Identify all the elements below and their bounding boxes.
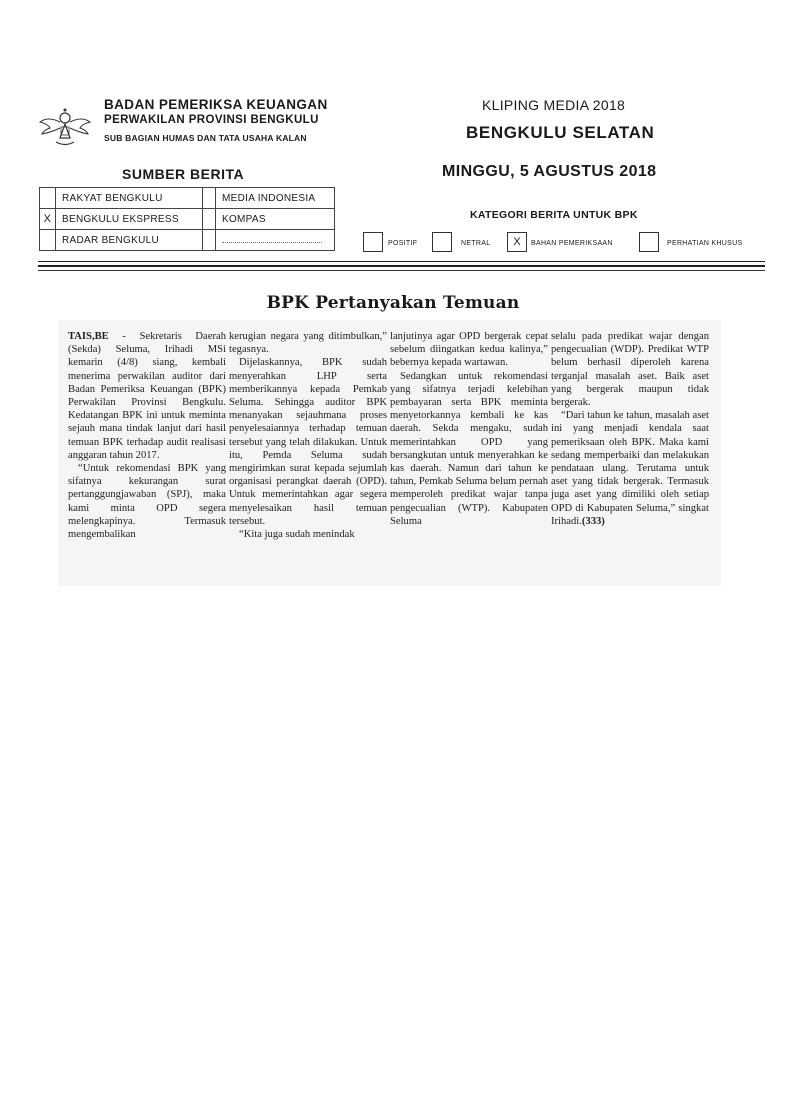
article-paragraph: “Dari tahun ke tahun, masalah aset ini yang menjadi kendala saat pemeriksaan oleh BPK. Maka kami sedang memperbaiki dan melakukan pendataan ulang. Terutama untuk aset yang tidak bergerak. Termasuk juga aset yang dimiliki oleh setiap OPD di Kabupaten Seluma,” singkat Irihadi.(333) [551,410,709,527]
source-row [40,230,335,251]
sumber-berita-title: SUMBER BERITA [122,166,245,182]
source-mark: X [40,209,56,230]
dateline: TAIS,BE [68,331,109,342]
source-right: MEDIA INDONESIA [216,188,335,209]
bahan-pemeriksaan-checkbox[interactable]: X [507,232,527,252]
positif-label: POSITIF [388,240,418,247]
netral-checkbox[interactable] [432,232,452,252]
org-name: BADAN PEMERIKSA KEUANGAN [104,97,328,112]
source-row [40,209,335,230]
source-left: RADAR BENGKULU [56,230,203,251]
article-paragraph: lanjutinya agar OPD bergerak cepat sebelum diingatkan kedua kalinya,” bebernya kepada wartawan. [390,331,548,369]
divider [38,261,765,262]
netral-label: NETRAL [461,240,491,247]
region-title: BENGKULU SELATAN [466,123,655,142]
divider [38,270,765,271]
article-paragraph: selalu pada predikat wajar dengan pengecualian (WDP). Predikat WTP belum berhasil diperoleh karena terganjal masalah aset. Baik aset yang bergerak maupun tidak bergerak. [551,331,709,409]
positif-checkbox[interactable] [363,232,383,252]
perhatian-khusus-label: PERHATIAN KHUSUS [667,240,743,247]
source-table [39,187,335,251]
divider [38,265,765,267]
article-column-3 [390,330,548,528]
source-left: RAKYAT BENGKULU [56,188,203,209]
org-branch: PERWAKILAN PROVINSI BENGKULU [104,114,319,126]
source-mark [40,230,56,251]
source-left: BENGKULU EKSPRESS [56,209,203,230]
article-column-4 [551,330,709,528]
article-column-2 [229,330,387,541]
bahan-pemeriksaan-label: BAHAN PEMERIKSAAN [531,240,613,247]
source-row [40,188,335,209]
garuda-emblem-icon [36,94,94,152]
kliping-title: KLIPING MEDIA 2018 [482,97,626,113]
kategori-title: KATEGORI BERITA UNTUK BPK [470,209,638,221]
source-mark [40,188,56,209]
publication-date: MINGGU, 5 AGUSTUS 2018 [442,163,657,180]
article-paragraph: kerugian negara yang ditimbulkan,” tegasnya. [229,331,387,356]
article-paragraph: “Untuk rekomendasi BPK yang sifatnya kekurangan surat pertanggungjawaban (SPJ), maka kami minta OPD segera melengkapinya. Termasuk mengembalikan [68,463,226,541]
author-code: (333) [581,515,605,527]
article-column-1 [68,330,226,541]
perhatian-khusus-checkbox[interactable] [639,232,659,252]
source-right: KOMPAS [216,209,335,230]
article-paragraph: TAIS,BE - Sekretaris Daerah (Sekda) Seluma, Irihadi MSi kemarin (4/8) siang, kembali menerima perwakilan auditor dari Badan Pemeriksa Keuangan (BPK) Perwakilan Provinsi Bengkulu. Kedatangan BPK ini untuk meminta sejauh mana tindak lanjut dari hasil temuan BPK terhadap audit realisasi anggaran tahun 2017. [68,331,226,461]
article-paragraph: Sedangkan untuk rekomendasi yang sifatnya terjadi kelebihan pembayaran serta BPK meminta menyetorkannya kembali ke kas daerah. Sekda mengaku, sudah memerintahkan OPD yang bersangkutan untuk menyerahkan ke kas daerah. Namun dari tahun ke tahun, Pemkab Seluma belum pernah memperoleh predikat wajar tanpa pengecualian (WTP). Kabupaten Seluma [390,370,548,527]
org-subdivision: SUB BAGIAN HUMAS DAN TATA USAHA KALAN [104,133,307,143]
article-paragraph: Dijelaskannya, BPK sudah menyerahkan LHP serta memberikannya kepada Pemkab Seluma. Sehingga auditor BPK menanyakan sejauhmana proses penyelesaiannya terhadap temuan tersebut yang telah dilakukan. Untuk itu, Pemda Seluma sudah mengirimkan surat kepada sejumlah organisasi perangkat daerah (OPD). Untuk memerintahkan agar segera menyelesaikan hasil temuan tersebut. [229,357,387,527]
article-headline: BPK Pertanyakan Temuan [266,293,520,313]
source-right-blank [216,230,335,251]
article-paragraph: “Kita juga sudah menindak [239,529,355,541]
